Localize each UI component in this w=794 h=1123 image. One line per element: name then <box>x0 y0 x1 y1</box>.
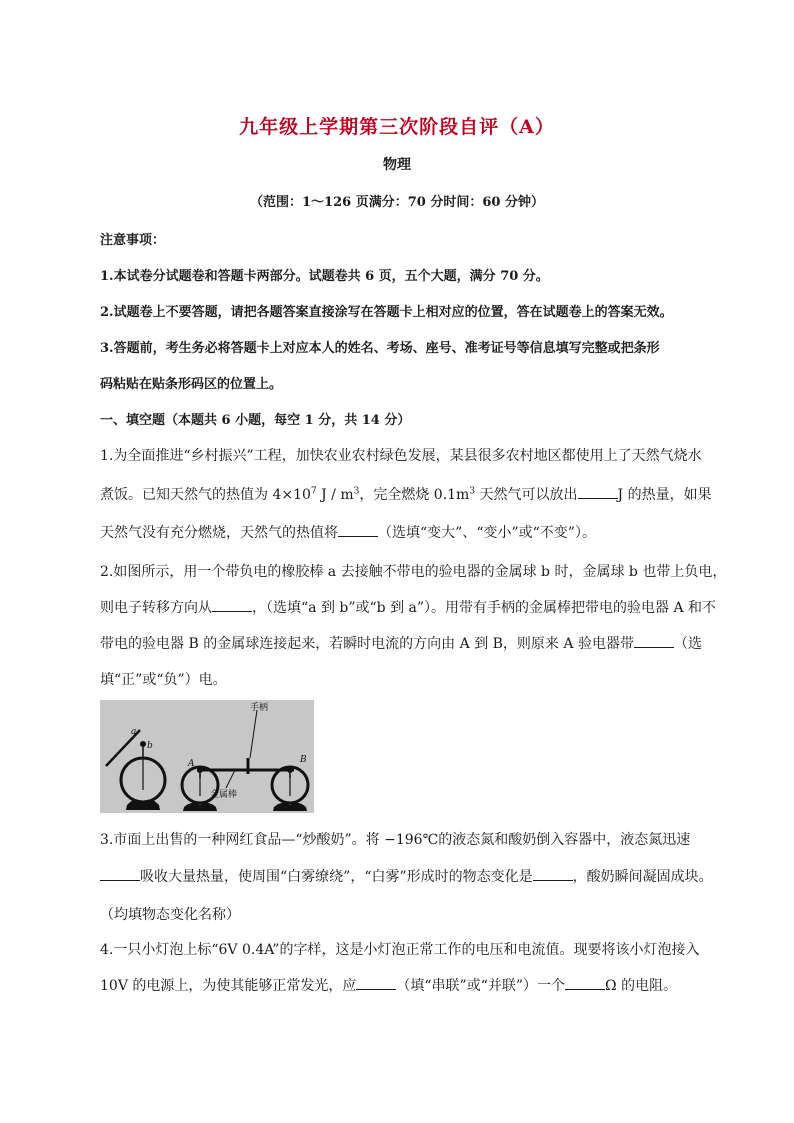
q2-answer-blank-2[interactable] <box>634 633 674 648</box>
q1-line-3 <box>100 522 700 542</box>
q4-answer-blank-1[interactable] <box>356 975 396 990</box>
q2-text: （选 <box>673 636 702 652</box>
electroscope-a <box>182 767 218 811</box>
exam-title: 九年级上学期第三次阶段自评（A） <box>239 116 555 138</box>
rod-pointer <box>226 770 235 788</box>
handle-pointer <box>250 710 257 758</box>
q1-volume-exponent: 3 <box>469 486 476 497</box>
q3-text: ，酸奶瞬间凝固成块。 <box>572 869 713 885</box>
label-a: a <box>131 727 137 737</box>
label-A: A <box>188 759 195 769</box>
q2-text: 则电子转移方向从 <box>100 600 212 616</box>
electroscope-b <box>272 767 308 811</box>
electroscope-left <box>121 741 165 810</box>
q4-text: （填“串联”或“并联”）一个 <box>396 978 566 994</box>
q3-line-3: （均填物态变化名称） <box>100 907 240 923</box>
q4-answer-blank-2[interactable] <box>565 975 605 990</box>
electroscope-diagram <box>100 700 314 813</box>
q3-text: 吸收大量热量，使周围“白雾缭绕”，“白雾”形成时的物态变化是 <box>140 869 533 885</box>
q1-line-1: 1.为全面推进“乡村振兴”工程，加快农业农村绿色发展，某县很多农村地区都使用上了天然气烧水 <box>100 448 702 464</box>
q3-answer-blank-1[interactable] <box>100 866 140 881</box>
q1-unit-exponent: 3 <box>353 486 360 497</box>
subject-label: 物理 <box>383 157 411 173</box>
q3-answer-blank-2[interactable] <box>533 866 573 881</box>
q1-text: 天然气没有充分燃烧，天然气的热值将 <box>100 525 338 541</box>
notice-item-1: 1.本试卷分试题卷和答题卡两部分。试题卷共 6 页，五个大题，满分 70 分。 <box>100 269 549 284</box>
q2-text: ，（选填“a 到 b”或“b 到 a”）。用带有手柄的金属棒把带电的验电器 A 和不 <box>252 600 717 616</box>
q2-line-2 <box>100 597 717 617</box>
q1-answer-blank-1[interactable] <box>578 484 618 499</box>
q2-line-1: 2.如图所示，用一个带负电的橡胶棒 a 去接触不带电的验电器的金属球 b 时，金属球 b 也带上负电， <box>100 564 727 580</box>
q1-unit: J / m <box>316 487 354 503</box>
notice-item-2: 2.试题卷上不要答题，请把各题答案直接涂写在答题卡上相对应的位置，答在试题卷上的答案无效。 <box>100 305 673 320</box>
q1-text: 天然气可以放出 <box>475 487 578 503</box>
electroscope-figure <box>100 700 314 813</box>
q3-line-2 <box>100 866 713 886</box>
q4-text: Ω 的电阻。 <box>605 978 678 994</box>
notice-item-3-line-1: 3.答题前，考生务必将答题卡上对应本人的姓名、考场、座号、准考证号等信息填写完整或把条形 <box>100 341 660 356</box>
q4-line-2 <box>100 975 700 995</box>
q2-text: 带电的验电器 B 的金属球连接起来，若瞬时电流的方向由 A 到 B，则原来 A 验电器带 <box>100 636 634 652</box>
q1-answer-blank-2[interactable] <box>338 522 378 537</box>
label-b: b <box>147 741 153 751</box>
q1-text: ，完全燃烧 0.1m <box>359 487 470 503</box>
q2-line-4: 填“正”或“负”）电。 <box>100 672 227 688</box>
label-B: B <box>300 755 307 765</box>
exam-range-info: （范围：1～126 页满分：70 分时间：60 分钟） <box>250 195 544 210</box>
notice-item-3-line-2: 码粘贴在贴条形码区的位置上。 <box>100 377 283 392</box>
q4-line-1: 4.一只小灯泡上标“6V 0.4A”的字样，这是小灯泡正常工作的电压和电流值。现要将该小灯泡接入 <box>100 942 700 958</box>
q1-exponent: 7 <box>310 486 317 497</box>
q2-answer-blank-1[interactable] <box>212 597 252 612</box>
notice-heading: 注意事项： <box>100 233 166 248</box>
section-1-heading: 一、填空题（本题共 6 小题，每空 1 分，共 14 分） <box>100 413 411 428</box>
q1-text: （选填“变大”、“变小”或“不变”）。 <box>378 525 596 541</box>
q1-text: J 的热量，如果 <box>617 487 712 503</box>
label-metal-rod: 金属棒 <box>210 790 238 800</box>
q1-line-2 <box>100 484 712 504</box>
q1-text: 煮饭。已知天然气的热值为 4×10 <box>100 487 311 503</box>
q2-line-3 <box>100 633 700 653</box>
label-handle: 手柄 <box>250 703 269 713</box>
q4-text: 10V 的电源上，为使其能够正常发光，应 <box>100 978 357 994</box>
q3-line-1: 3.市面上出售的一种网红食品—“炒酸奶”。将 −196℃的液态氮和酸奶倒入容器中，液态氮迅速 <box>100 832 691 848</box>
